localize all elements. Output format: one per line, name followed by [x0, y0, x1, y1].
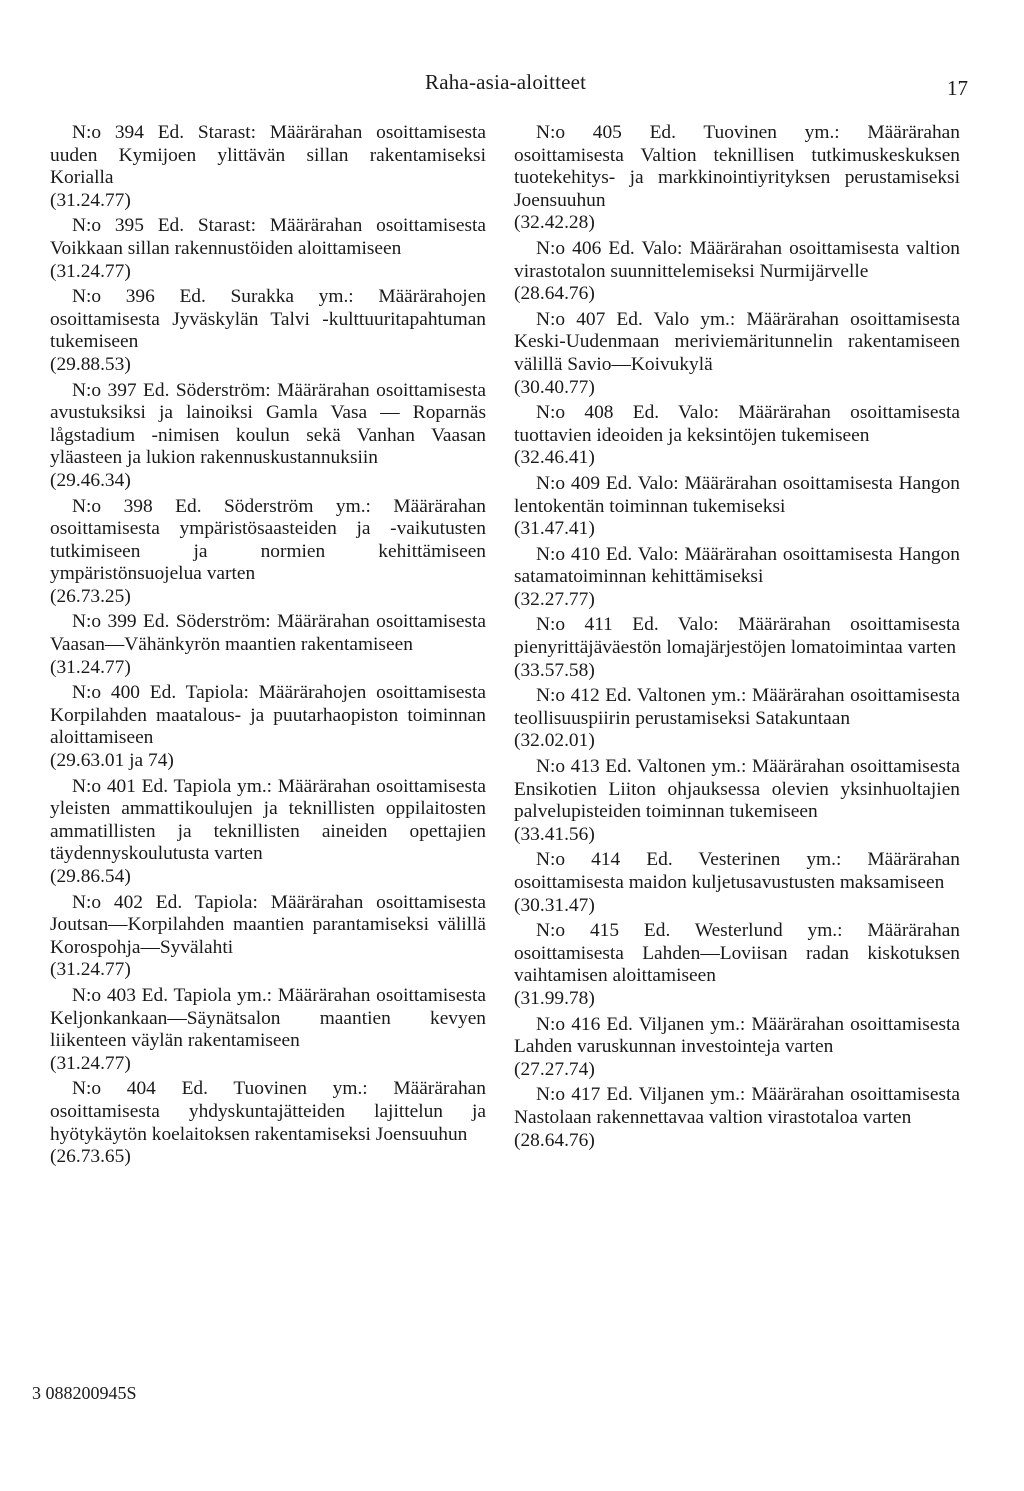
motion-entry: [50, 122, 486, 212]
motion-entry: [50, 892, 486, 982]
budget-code: (30.40.77): [514, 376, 595, 398]
motion-entry: [514, 1014, 960, 1082]
motion-entry: [514, 756, 960, 846]
budget-code: (29.86.54): [50, 866, 131, 887]
footer-print-code: 3 088200945S: [32, 1383, 137, 1403]
budget-code: (26.73.25): [50, 585, 131, 607]
budget-code: (32.46.41): [514, 447, 595, 469]
budget-code: (31.24.77): [50, 189, 131, 211]
motion-entry: [50, 611, 486, 679]
budget-code: (30.31.47): [514, 894, 595, 916]
motion-entry: [514, 920, 960, 1010]
motion-text: N:o 411 Ed. Valo: Määrärahan osoittamisesta pienyrittäjäväestön lomajärjestöjen lomatoimintaa varten: [514, 614, 960, 659]
budget-code: (32.02.01): [514, 730, 595, 752]
budget-code: (31.47.41): [514, 518, 595, 540]
motion-entry: [50, 776, 486, 889]
motion-entry: [514, 614, 960, 682]
budget-code: (29.46.34): [50, 469, 131, 491]
budget-code: (26.73.65): [50, 1146, 131, 1168]
budget-code: (31.24.77): [50, 959, 131, 981]
motion-text: N:o 399 Ed. Söderström: Määrärahan osoittamisesta Vaasan—Vähänkyrön maantien rakentamiseen: [50, 611, 486, 656]
motion-entry: [50, 985, 486, 1075]
motion-entry: [514, 402, 960, 470]
motion-text: N:o 398 Ed. Söderström ym.: Määrärahan osoittamisesta ympäristösaasteiden ja -vaikutusten tutkimiseen ja normien kehittämiseen ympäristönsuojelua varten: [50, 495, 486, 585]
motion-text: N:o 394 Ed. Starast: Määrärahan osoittamisesta uuden Kymijoen ylittävän sillan rakentamiseksi Korialla: [50, 122, 486, 189]
motion-entry: [50, 682, 486, 772]
budget-code: (28.64.76): [514, 283, 595, 305]
budget-code: (28.64.76): [514, 1129, 595, 1151]
motion-text: N:o 396 Ed. Surakka ym.: Määrärahojen osoittamisesta Jyväskylän Talvi -kulttuuritapahtuman tukemiseen: [50, 286, 486, 353]
motion-text: N:o 395 Ed. Starast: Määrärahan osoittamisesta Voikkaan sillan rakennustöiden aloittamiseen: [50, 215, 486, 259]
motion-text: N:o 416 Ed. Viljanen ym.: Määrärahan osoittamisesta Lahden varuskunnan investointeja varten: [514, 1013, 960, 1058]
motion-entry: [514, 122, 960, 235]
budget-code: (32.27.77): [514, 588, 595, 610]
motion-text: N:o 408 Ed. Valo: Määrärahan osoittamisesta tuottavien ideoiden ja keksintöjen tukemiseen: [514, 402, 960, 446]
budget-code: (27.27.74): [514, 1058, 595, 1080]
left-column: [50, 122, 486, 1172]
motion-text: N:o 402 Ed. Tapiola: Määrärahan osoittamisesta Joutsan—Korpilahden maantien parantamiseksi välillä Korospohja—Syvälahti: [50, 891, 486, 958]
motion-text: N:o 407 Ed. Valo ym.: Määrärahan osoittamisesta Keski-Uudenmaan meriviemäritunnelin rakentamiseen välillä Savio—Koivukylä: [514, 308, 960, 375]
motion-entry: [514, 238, 960, 306]
budget-code: (29.63.01 ja 74): [50, 750, 174, 772]
budget-code: (29.88.53): [50, 353, 131, 375]
budget-code: (32.42.28): [514, 212, 595, 234]
motion-entry: [514, 473, 960, 541]
motion-text: N:o 415 Ed. Westerlund ym.: Määrärahan osoittamisesta Lahden—Loviisan radan kiskotuksen vaihtamisen aloittamiseen: [514, 920, 960, 987]
motion-entry: [514, 849, 960, 917]
motion-text: N:o 405 Ed. Tuovinen ym.: Määrärahan osoittamisesta Valtion teknillisen tutkimuskeskuksen tuotekehitys- ja markkinointiyrityksen perustamiseksi Joensuuhun: [514, 122, 960, 211]
motion-text: N:o 400 Ed. Tapiola: Määrärahojen osoittamisesta Korpilahden maatalous- ja puutarhaopiston toiminnan aloittamiseen: [50, 682, 486, 749]
motion-entry: [50, 215, 486, 283]
motion-text: N:o 417 Ed. Viljanen ym.: Määrärahan osoittamisesta Nastolaan rakennettavaa valtion virastotaloa varten: [514, 1084, 960, 1128]
right-column: [514, 122, 960, 1155]
motion-text: N:o 410 Ed. Valo: Määrärahan osoittamisesta Hangon satamatoiminnan kehittämiseksi: [514, 543, 960, 588]
motion-entry: [514, 309, 960, 399]
motion-text: N:o 397 Ed. Söderström: Määrärahan osoittamisesta avustuksiksi ja lainoiksi Gamla Vasa — Roparnäs lågstadium -nimisen koulun sekä Vanhan Vaasan yläasteen ja lukion rakennuskustannuksiin: [50, 379, 486, 469]
motion-entry: [50, 496, 486, 609]
motion-entry: [514, 1084, 960, 1152]
motion-text: N:o 406 Ed. Valo: Määrärahan osoittamisesta valtion virastotalon suunnittelemiseksi Nurmijärvelle: [514, 237, 960, 282]
motion-entry: [514, 685, 960, 753]
motion-text: N:o 414 Ed. Vesterinen ym.: Määrärahan osoittamisesta maidon kuljetusavustusten maksamiseen: [514, 849, 960, 893]
budget-code: (31.24.77): [50, 260, 131, 282]
budget-code: (31.24.77): [50, 1052, 131, 1074]
budget-code: (31.99.78): [514, 987, 595, 1009]
motion-text: N:o 401 Ed. Tapiola ym.: Määrärahan osoittamisesta yleisten ammattikoulujen ja teknillisten oppilaitosten ammatillisten ja teknillisten aineiden opettajien täydennyskoulutusta varten: [50, 775, 486, 865]
budget-code: (33.41.56): [514, 823, 595, 845]
motion-entry: [514, 544, 960, 612]
motion-text: N:o 413 Ed. Valtonen ym.: Määrärahan osoittamisesta Ensikotien Liiton ohjauksessa olevien yksinhuoltajien palvelupisteiden toiminnan tukemiseen: [514, 756, 960, 823]
motion-text: N:o 412 Ed. Valtonen ym.: Määrärahan osoittamisesta teollisuuspiirin perustamiseksi Satakuntaan: [514, 685, 960, 729]
motion-entry: [50, 380, 486, 493]
budget-code: (31.24.77): [50, 656, 131, 678]
motion-text: N:o 409 Ed. Valo: Määrärahan osoittamisesta Hangon lentokentän toiminnan tukemiseksi: [514, 472, 960, 517]
motion-text: N:o 404 Ed. Tuovinen ym.: Määrärahan osoittamisesta yhdyskuntajätteiden lajittelun ja hyötykäytön koelaitoksen rakentamiseksi Joensuuhun: [50, 1078, 486, 1145]
motion-entry: [50, 286, 486, 376]
page-number: 17: [947, 76, 968, 100]
running-head: Raha-asia-aloitteet: [425, 70, 587, 94]
budget-code: (33.57.58): [514, 659, 595, 681]
motion-entry: [50, 1078, 486, 1168]
motion-text: N:o 403 Ed. Tapiola ym.: Määrärahan osoittamisesta Keljonkankaan—Säynätsalon maantien kevyen liikenteen väylän rakentamiseen: [50, 984, 486, 1052]
